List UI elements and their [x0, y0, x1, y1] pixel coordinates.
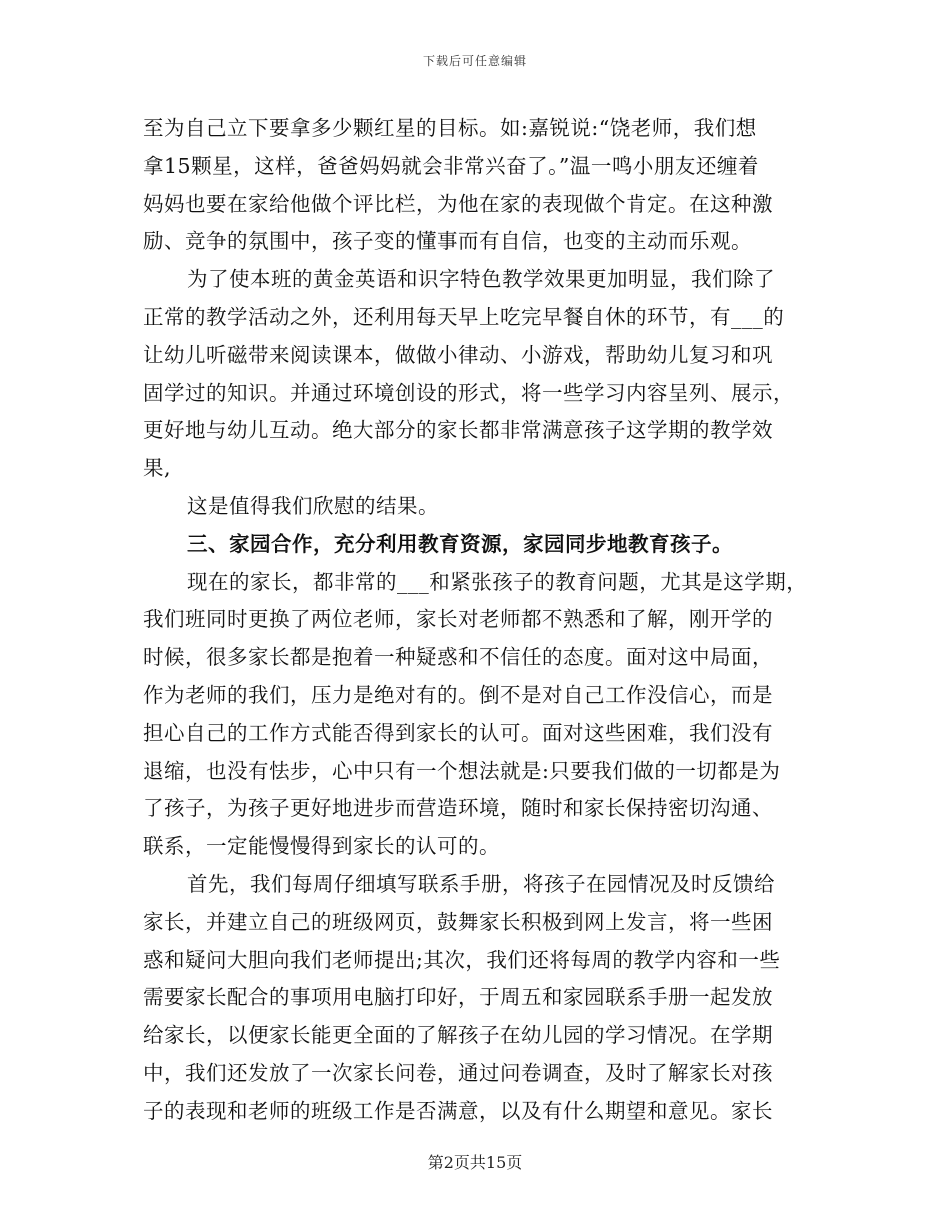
- section-heading: 三、家园合作，充分利用教育资源，家园同步地教育孩子。: [187, 531, 733, 556]
- text-line: 果,: [143, 456, 172, 481]
- text-line: 中，我们还发放了一次家长问卷，通过问卷调查，及时了解家长对孩: [143, 1060, 773, 1085]
- text-line: 固学过的知识。并通过环境创设的形式，将一些学习内容呈列、展示，: [143, 380, 794, 405]
- text-line: 至为自己立下要拿多少颗红星的目标。如:嘉锐说:“饶老师，我们想: [143, 116, 757, 140]
- text-line: 正常的教学活动之外，还利用每天早上吃完早餐自休的环节，有___的: [143, 304, 785, 329]
- text-line: 联系，一定能慢慢得到家长的认可的。: [143, 834, 500, 859]
- text-line: 给家长，以便家长能更全面的了解孩子在幼儿园的学习情况。在学期: [143, 1023, 773, 1048]
- text-line: 子的表现和老师的班级工作是否满意，以及有什么期望和意见。家长: [143, 1098, 773, 1123]
- text-line: 惑和疑问大胆向我们老师提出;其次，我们还将每周的教学内容和一些: [143, 947, 781, 972]
- text-line: 担心自己的工作方式能否得到家长的认可。面对这些困难，我们没有: [143, 720, 773, 745]
- text-line: 更好地与幼儿互动。绝大部分的家长都非常满意孩子这学期的教学效: [143, 418, 773, 443]
- text-line: 家长，并建立自己的班级网页，鼓舞家长积极到网上发言，将一些困: [143, 909, 773, 934]
- text-line: 了孩子，为孩子更好地进步而营造环境，随时和家长保持密切沟通、: [143, 796, 773, 821]
- page-number: 第2页共15页: [427, 1153, 523, 1172]
- text-line: 需要家长配合的事项用电脑打印好，于周五和家园联系手册一起发放: [143, 985, 773, 1010]
- text-line: 为了使本班的黄金英语和识字特色教学效果更加明显，我们除了: [187, 267, 775, 292]
- page-header: 下载后可任意编辑: [422, 54, 527, 68]
- text-line: 让幼儿听磁带来阅读课本，做做小律动、小游戏，帮助幼儿复习和巩: [143, 342, 773, 367]
- text-line: 现在的家长，都非常的___和紧张孩子的教育问题，尤其是这学期，: [187, 569, 808, 594]
- text-line: 作为老师的我们，压力是绝对有的。倒不是对自己工作没信心，而是: [143, 682, 773, 707]
- text-line: 励、竞争的氛围中，孩子变的懂事而有自信，也变的主动而乐观。: [143, 229, 752, 254]
- text-line: 妈妈也要在家给他做个评比栏，为他在家的表现做个肯定。在这种激: [143, 191, 773, 216]
- document-body: [143, 110, 823, 1131]
- text-line: 我们班同时更换了两位老师，家长对老师都不熟悉和了解，刚开学的: [143, 607, 773, 632]
- text-line: 退缩，也没有怯步，心中只有一个想法就是:只要我们做的一切都是为: [143, 758, 781, 783]
- text-line: 首先，我们每周仔细填写联系手册，将孩子在园情况及时反馈给: [187, 871, 775, 896]
- text-line: 时候，很多家长都是抱着一种疑惑和不信任的态度。面对这中局面，: [143, 645, 773, 670]
- text-line: 这是值得我们欣慰的结果。: [187, 493, 439, 518]
- text-line: 拿15颗星，这样，爸爸妈妈就会非常兴奋了。”温一鸣小朋友还缠着: [143, 153, 759, 178]
